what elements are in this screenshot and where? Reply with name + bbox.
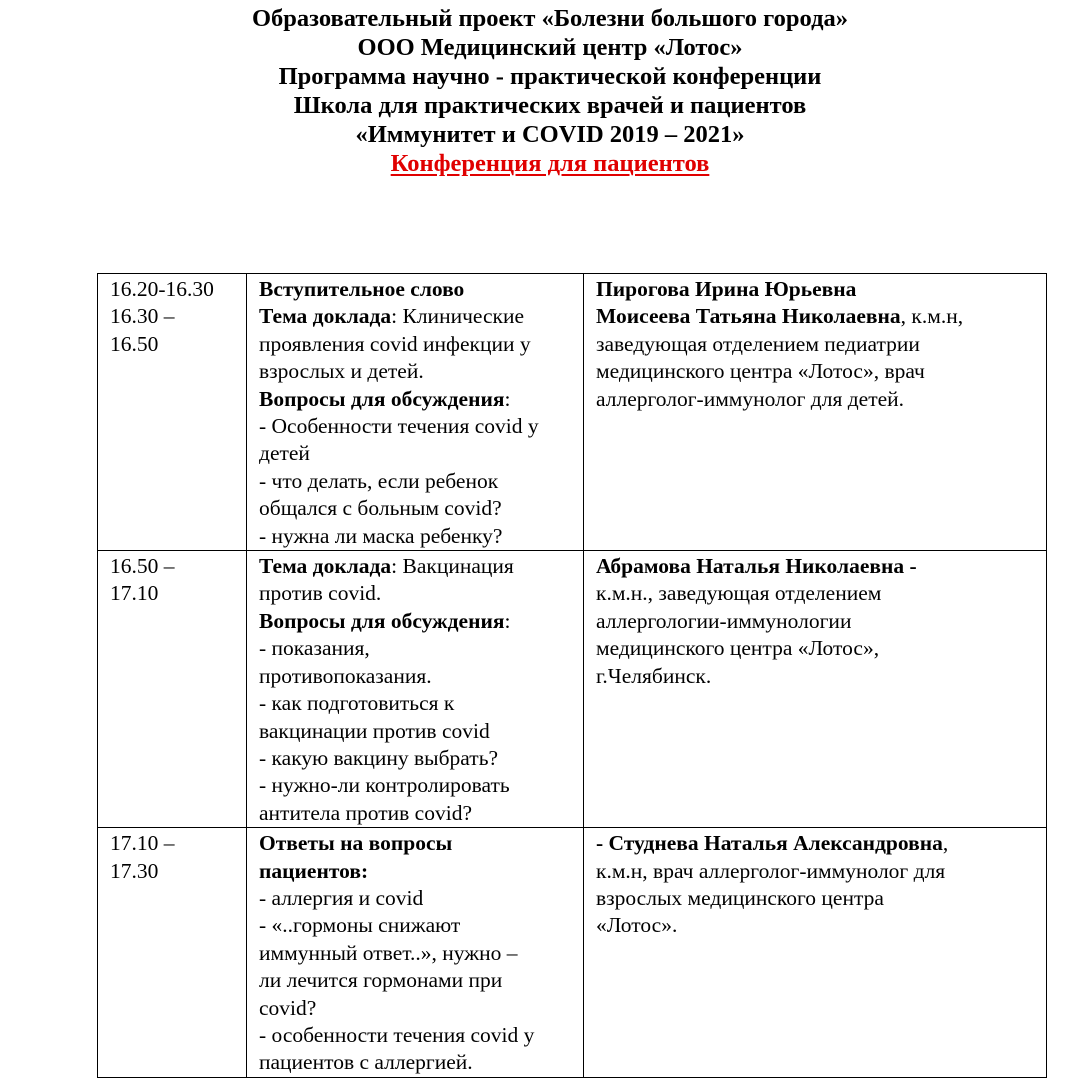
speaker-name: Моисеева Татьяна Николаевна [596,304,901,329]
question-item: - как подготовиться к [259,691,455,716]
topic-label: Тема доклада [259,304,392,329]
topic-label: Тема доклада [259,554,392,579]
topic-text: взрослых и детей. [259,359,424,384]
time-text: 16.50 [110,331,159,356]
time-text: 16.30 – [110,304,175,329]
topic-cell [247,551,584,828]
topic-text: проявления covid инфекции у [259,331,531,356]
question-item: - нужно-ли контролировать [259,773,510,798]
questions-label: Вопросы для обсуждения [259,386,505,411]
speaker-details: аллерголог-иммунолог для детей. [596,386,905,411]
time-text: 17.10 – [110,831,175,856]
question-item: - особенности течения covid у [259,1022,535,1047]
topic-text: : Вакцинация [391,554,514,579]
time-text: 17.30 [110,858,159,883]
question-item: противопоказания. [259,663,432,688]
question-item: - что делать, если ребенок [259,468,499,493]
program-title: Программа научно - практической конференции [278,63,822,90]
topic-cell [247,828,584,1078]
topic-cell [247,274,584,551]
speaker-cell [584,551,1047,828]
questions-colon: : [504,386,511,411]
conference-subtitle: Конференция для пациентов [390,150,710,177]
questions-label: Вопросы для обсуждения [259,608,505,633]
question-item: детей [259,441,310,466]
question-item: пациентов с аллергией. [259,1050,473,1075]
question-item: - аллергия и covid [259,885,424,910]
speaker-cell [584,828,1047,1078]
conference-theme: «Иммунитет и COVID 2019 – 2021» [355,121,745,148]
speaker-details: «Лотос». [596,913,678,938]
question-item: covid? [259,995,317,1020]
topic-text: против covid. [259,581,382,606]
project-title: Образовательный проект «Болезни большого города» [251,5,848,32]
speaker-cell [584,274,1047,551]
answers-heading: пациентов: [259,858,369,883]
question-item: - нужна ли маска ребенку? [259,523,503,548]
time-cell [98,274,247,551]
organization-name: ООО Медицинский центр «Лотос» [357,34,743,61]
speaker-details: г.Челябинск. [596,663,712,688]
speaker-name: Пирогова Ирина Юрьевна [596,277,857,301]
time-cell [98,551,247,828]
document-header [0,4,1080,178]
answers-heading: Ответы на вопросы [259,831,453,856]
question-item: - какую вакцину выбрать? [259,745,499,770]
questions-colon: : [504,608,511,633]
intro-heading: Вступительное слово [259,277,465,301]
question-item: ли лечится гормонами при [259,968,503,993]
question-item: иммунный ответ..», нужно – [259,940,518,965]
table-row [98,828,1047,1078]
time-text: 16.20-16.30 [110,277,214,301]
question-item: вакцинации против covid [259,718,490,743]
question-item: - «..гормоны снижают [259,913,461,938]
question-item: общался с больным covid? [259,496,502,521]
question-item: - показания, [259,636,370,661]
speaker-details: к.м.н, врач аллерголог-иммунолог для [596,858,946,883]
time-text: 17.10 [110,581,159,606]
speaker-name: Абрамова Наталья Николаевна - [596,554,917,579]
question-item: - Особенности течения covid у [259,414,539,439]
time-text: 16.50 – [110,554,175,579]
speaker-details: аллергологии-иммунологии [596,608,852,633]
table-row [98,274,1047,551]
speaker-details: к.м.н., заведующая отделением [596,581,882,606]
speaker-details: медицинского центра «Лотос», [596,636,880,661]
program-table [97,273,1047,1078]
speaker-details: заведующая отделением педиатрии [596,331,920,356]
speaker-details: , к.м.н, [900,304,964,329]
time-cell [98,828,247,1078]
school-title: Школа для практических врачей и пациентов [293,92,807,119]
speaker-details: медицинского центра «Лотос», врач [596,359,925,384]
speaker-name: - Студнева Наталья Александровна [596,831,943,856]
question-item: антитела против covid? [259,800,472,825]
speaker-details: , [942,831,949,856]
topic-text: : Клинические [391,304,525,329]
table-row [98,551,1047,828]
speaker-details: взрослых медицинского центра [596,885,884,910]
